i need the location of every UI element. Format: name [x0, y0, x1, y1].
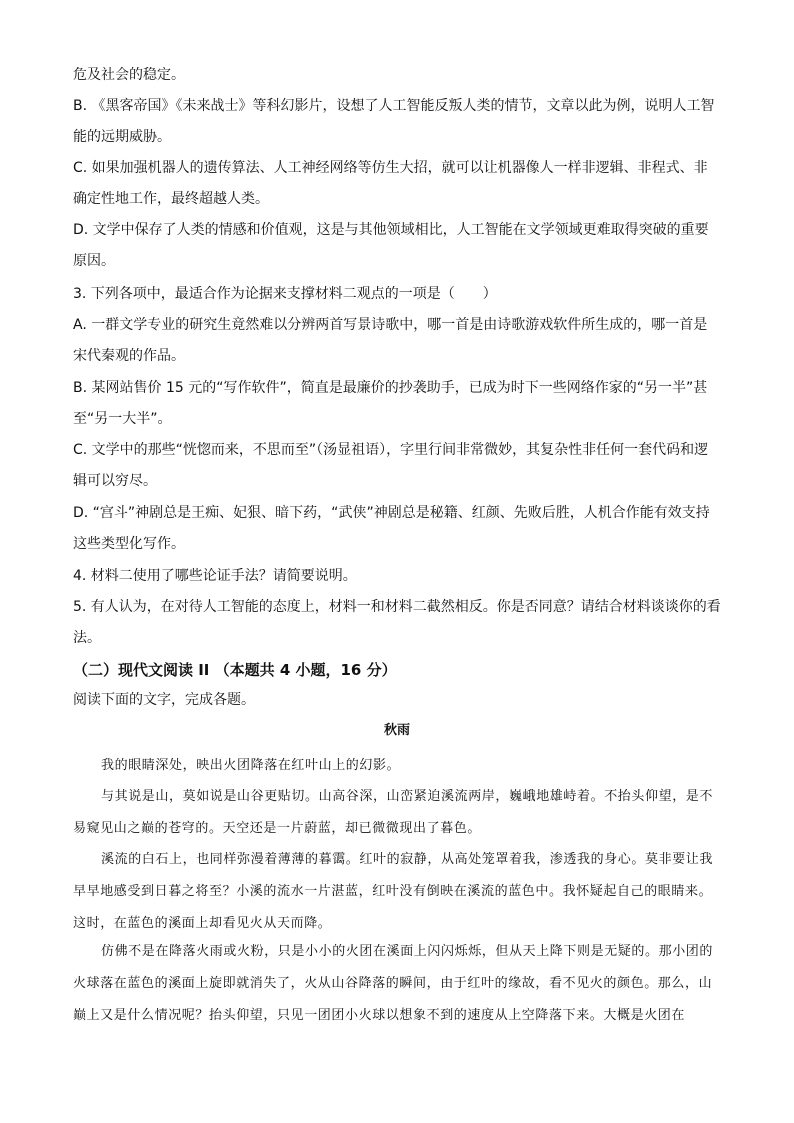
- question-3-option-c: C. 文学中的那些“恍惚而来，不思而至”（汤显祖语），字里行间非常微妙，其复杂性非任何一套代码和逻辑可以穷尽。: [73, 442, 709, 489]
- question-3-option-d: D. “宫斗”神剧总是王痴、妃狠、暗下药，“武侠”神剧总是秘籍、红颜、先败后胜，人机合作能有效支持这些类型化写作。: [73, 505, 710, 552]
- story-paragraph: 仿佛不是在降落火雨或火粉，只是小小的火团在溪面上闪闪烁烁，但从天上降下则是无疑的。那小团的火球落在蓝色的溪面上旋即就消失了，火从山谷降落的瞬间，由于红叶的缘故，看不见火的颜色。那么，山巅上又是什么情况呢？抬头仰望，只见一团团小火球以想象不到的速度从上空降落下来。大概是火团在: [73, 944, 714, 1023]
- story-title: 秋雨: [383, 723, 410, 738]
- option-d-paragraph: D. 文学中保存了人类的情感和价值观，这是与其他领域相比，人工智能在文学领域更难取得突破的重要原因。: [73, 222, 709, 269]
- story-paragraph: 我的眼睛深处，映出火团降落在红叶山上的幻影。: [101, 758, 401, 773]
- option-b-paragraph: B. 《黑客帝国》《未来战士》等科幻影片，设想了人工智能反叛人类的情节，文章以此为例，说明人工智能的远期威胁。: [73, 98, 715, 145]
- question-5: 5. 有人认为，在对待人工智能的态度上，材料一和材料二截然相反。你是否同意？请结合材料谈谈你的看法。: [73, 599, 721, 646]
- story-paragraph: 溪流的白石上，也同样弥漫着薄薄的暮霭。红叶的寂静，从高处笼罩着我，渗透我的身心。莫非要让我早早地感受到日暮之将至？小溪的流水一片湛蓝，红叶没有倒映在溪流的蓝色中。我怀疑起自己的眼睛来。这时，在蓝色的溪面上却看见火从天而降。: [73, 852, 714, 931]
- question-3: 3. 下列各项中，最适合作为论据来支撑材料二观点的一项是（ ）: [73, 286, 497, 302]
- text-line: 危及社会的稳定。: [73, 67, 185, 83]
- question-3-option-a: A. 一群文学专业的研究生竟然难以分辨两首写景诗歌中，哪一首是由诗歌游戏软件所生成的，哪一首是宋代秦观的作品。: [73, 317, 708, 364]
- story-paragraph: 与其说是山，莫如说是山谷更贴切。山高谷深，山峦紧迫溪流两岸，巍峨地雄峙着。不抬头仰望，是不易窥见山之巅的苍穹的。天空还是一片蔚蓝，却已微微现出了暮色。: [73, 789, 714, 836]
- question-4: 4. 材料二使用了哪些论证手法？请简要说明。: [73, 568, 357, 584]
- question-3-option-b: B. 某网站售价 15 元的“写作软件”，简直是最廉价的抄袭助手，已成为时下一些网络作家的“另一半”甚至“另一大半”。: [73, 380, 708, 427]
- section-heading: （二）现代文阅读 II （本题共 4 小题，16 分）: [73, 661, 397, 679]
- instruction-text: 阅读下面的文字，完成各题。: [73, 692, 255, 708]
- option-c-paragraph: C. 如果加强机器人的遗传算法、人工神经网络等仿生大招，就可以让机器像人一样非逻辑、非程式、非确定性地工作，最终超越人类。: [73, 160, 708, 207]
